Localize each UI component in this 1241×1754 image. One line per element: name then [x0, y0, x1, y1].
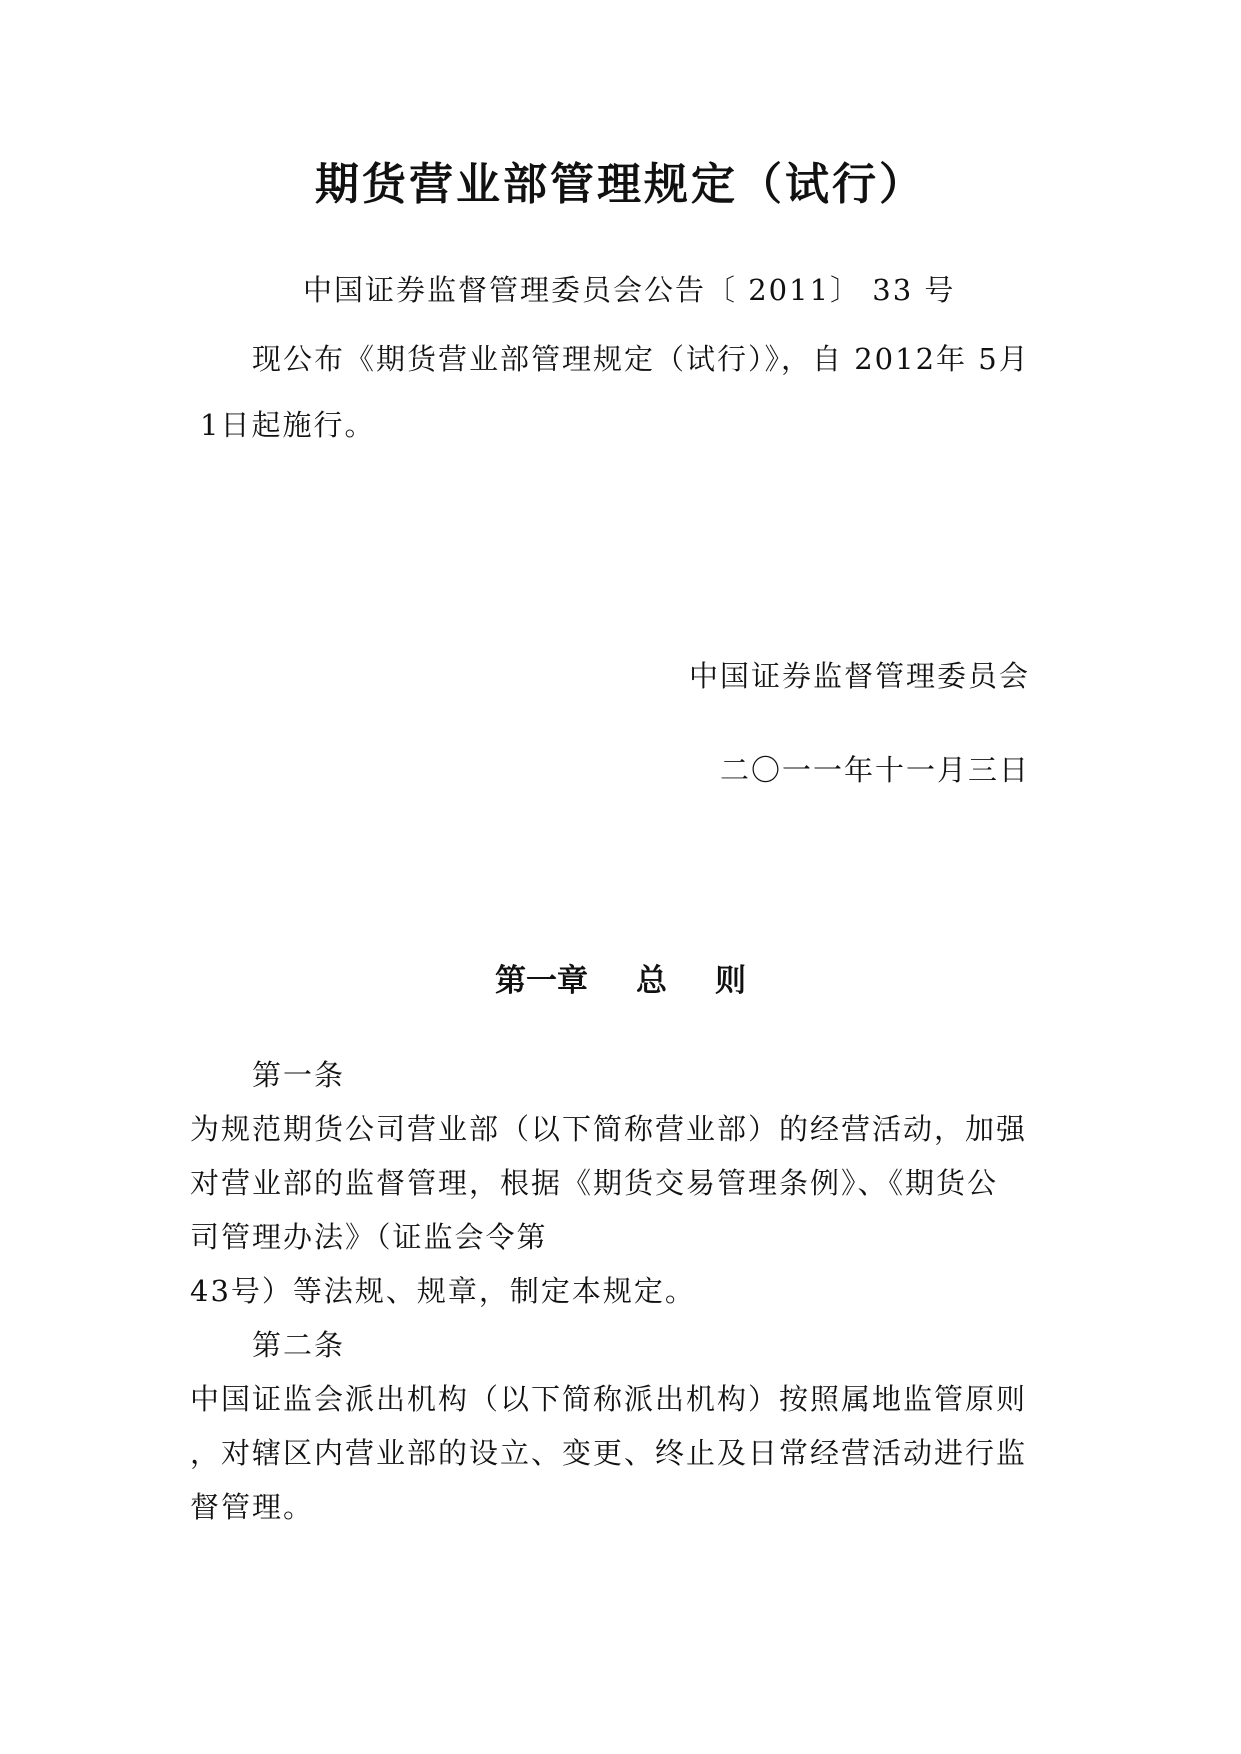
- article-1-line-3: 司管理办法》（证监会令第: [190, 1220, 548, 1254]
- article-1-line-2: 对营业部的监督管理，根据《期货交易管理条例》、《期货公: [190, 1166, 999, 1200]
- signature-date: 二〇一一年十一月三日: [719, 753, 1030, 787]
- document-title: 期货营业部管理规定（试行）: [315, 159, 926, 210]
- article-2-line-1: 中国证监会派出机构（以下简称派出机构）按照属地监管原则: [190, 1382, 1028, 1416]
- chapter-number: 第一章: [495, 963, 588, 999]
- article-1-label: 第一条: [252, 1058, 346, 1092]
- intro-line-1: 现公布《期货营业部管理规定（试行）》，自 2012年 5月: [252, 342, 1030, 376]
- announcement-number: 中国证券监督管理委员会公告〔 2011〕 33 号: [303, 273, 956, 307]
- article-1-line-1: 为规范期货公司营业部（以下简称营业部）的经营活动，加强: [190, 1112, 1028, 1146]
- article-1-line-4: 43号）等法规、规章，制定本规定。: [190, 1274, 696, 1308]
- chapter-heading: [0, 955, 1241, 1000]
- chapter-word-2: 则: [715, 963, 746, 999]
- intro-line-2: 1日起施行。: [200, 408, 376, 442]
- article-2-line-3: 督管理。: [190, 1490, 315, 1524]
- article-2-line-2: ，对辖区内营业部的设立、变更、终止及日常经营活动进行监: [190, 1436, 1028, 1470]
- signature-organization: 中国证券监督管理委员会: [688, 659, 1030, 693]
- article-2-label: 第二条: [252, 1328, 346, 1362]
- chapter-word-1: 总: [636, 963, 667, 999]
